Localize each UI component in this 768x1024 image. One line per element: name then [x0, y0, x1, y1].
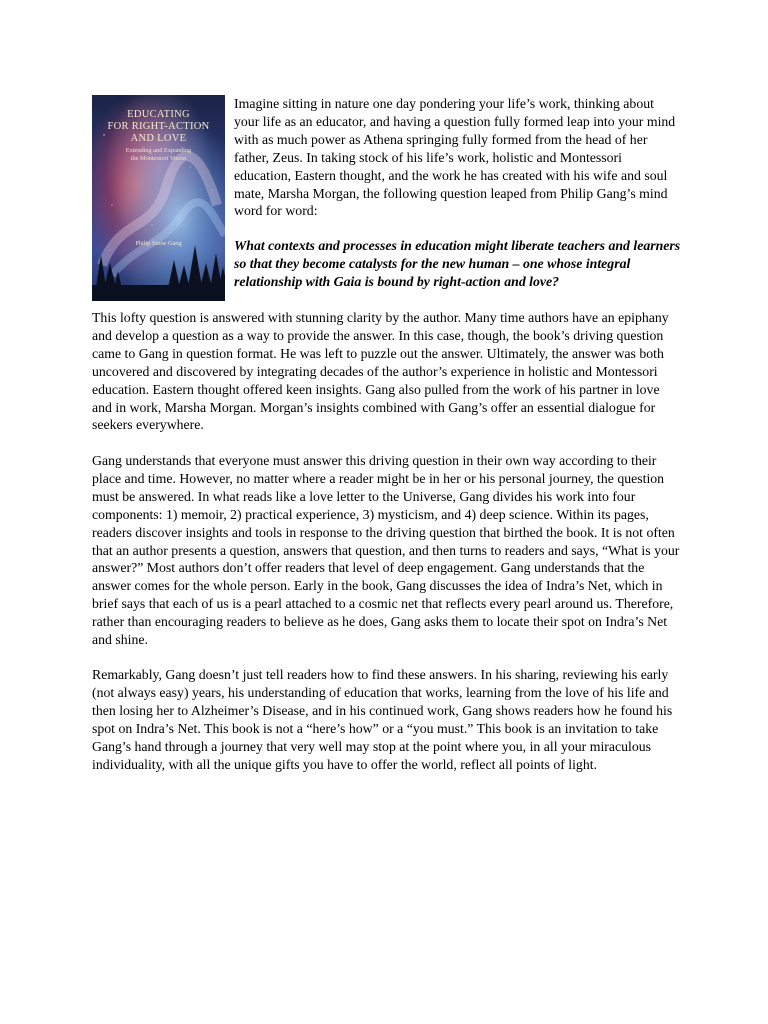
driving-question: What contexts and processes in education might liberate teachers and learners so that they become catalysts for the new human – one whose integral relationship with Gaia is bound by right-action and love? [234, 238, 681, 289]
cover-subtitle-line: Extending and Expanding [125, 147, 192, 154]
cover-title-line: FOR RIGHT-ACTION [107, 121, 210, 132]
body-paragraph: Remarkably, Gang doesn’t just tell readers how to find these answers. In his sharing, reviewing his early (not always easy) years, his understanding of education that works, learning from the love of his life and then losing her to Alzheimer’s Disease, and in his continued work, Gang shows readers how he found his spot on Indra’s Net. This book is not a “here’s how” or a “you must.” This book is an invitation to take Gang’s hand through a journey that very well may stop at the point where you, in all your miraculous individuality, with all the unique gifts you have to offer the world, reflect all points of light. [92, 667, 673, 772]
cover-title-line: EDUCATING [127, 109, 190, 120]
cover-subtitle-line: the Montessori Vision [130, 155, 187, 162]
body-paragraph: Gang understands that everyone must answer this driving question in their own way according to their place and time. However, no matter where a reader might be in her or his personal journey, the question must be answered. In what reads like a love letter to the Universe, Gang divides his work into four components: 1) memoir, 2) practical experience, 3) mysticism, and 4) deep science. Within its pages, readers discover insights and tools in response to the driving question that birthed the book. It is not often that an author presents a question, answers that question, and then turns to readers and says, “What is your answer?” Most authors don’t offer readers that level of deep engagement. Gang understands that the answer comes for the whole person. Early in the book, Gang discusses the idea of Indra’s Net, which in brief says that each of us is a pearl attached to a cosmic net that reflects every pearl around us. Therefore, rather than encouraging readers to believe as he does, Gang asks them to locate their spot on Indra’s Net and shine. [92, 453, 680, 648]
cover-subtitle [92, 147, 225, 163]
book-cover-image [92, 95, 225, 301]
cover-author: Philip Snow Gang [135, 240, 182, 247]
cover-title [92, 109, 225, 145]
intro-paragraph: Imagine sitting in nature one day pondering your life’s work, thinking about your life as an educator, and having a question fully formed leap into your mind with as much power as Athena springing fully formed from the head of her father, Zeus. In taking stock of his life’s work, holistic and Montessori education, Eastern thought, and the work he has created with his wife and soul mate, Marsha Morgan, the following question leaped from Philip Gang’s mind word for word: [234, 96, 676, 219]
body-paragraph: This lofty question is answered with stunning clarity by the author. Many time authors have an epiphany and develop a question as a way to provide the answer. In this case, though, the book’s driving question came to Gang in question format. He was left to puzzle out the answer. Ultimately, the answer was both uncovered and discovered by integrating decades of the author’s experience in holistic and Montessori education. Eastern thought offered keen insights. Gang also pulled from the work of his partner in love and in work, Marsha Morgan. Morgan’s insights combined with Gang’s offer an essential dialogue for seekers everywhere. [92, 310, 669, 433]
cover-title-line: AND LOVE [130, 133, 187, 144]
